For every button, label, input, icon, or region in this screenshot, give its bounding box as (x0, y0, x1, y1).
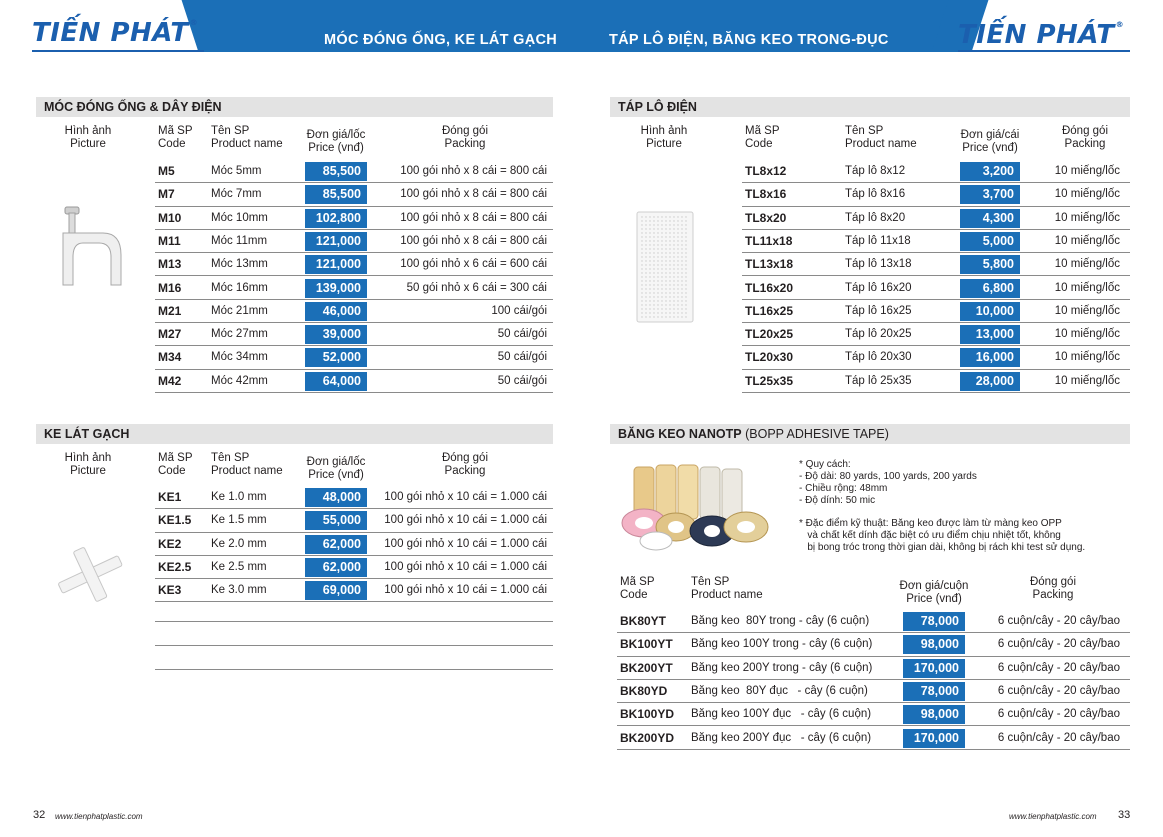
col-price: Đơn giá/cái Price (vnđ) (960, 129, 1020, 154)
packing-cell: 100 gói nhỏ x 10 cái = 1.000 cái (384, 584, 547, 597)
panel-board-image (636, 211, 694, 323)
packing-cell: 6 cuộn/cây - 20 cây/bao (997, 684, 1120, 697)
col-name: Tên SP Product name (845, 125, 917, 150)
table-row (155, 509, 553, 532)
product-name: Băng keo 100Y đục - cây (6 cuộn) (691, 708, 872, 721)
price-cell: 52,000 (305, 348, 367, 367)
packing-cell: 50 cái/gói (497, 351, 547, 364)
product-code: BK200YD (620, 730, 675, 745)
product-name: Móc 13mm (211, 258, 268, 271)
col-code: Mã SP Code (158, 125, 193, 150)
table-divider (155, 645, 553, 646)
header-title-right: TÁP LÔ ĐIỆN, BĂNG KEO TRONG-ĐỤC (609, 32, 889, 48)
packing-cell: 10 miếng/lốc (1054, 211, 1120, 224)
product-name: Táp lô 16x25 (845, 304, 912, 317)
price-cell: 170,000 (903, 659, 965, 678)
packing-cell: 100 gói nhỏ x 8 cái = 800 cái (400, 165, 547, 177)
product-name: Móc 16mm (211, 281, 268, 294)
product-code: M13 (158, 257, 182, 272)
col-picture: Hình ảnh Picture (64, 452, 112, 477)
table-row (742, 253, 1130, 276)
product-code: TL13x18 (745, 257, 794, 272)
table-row (155, 230, 553, 253)
table-row (617, 633, 1130, 656)
product-code: KE1 (158, 490, 182, 504)
tape-feature-notes: * Đặc điểm kỹ thuật: Băng keo được làm từ màng keo OPP và chất kết dính đặc biệt có ưu điểm chịu nhiệt tốt, không bị bong tróc trong thời gian dài, không bị rách khi test sử dụng. (799, 518, 1086, 553)
table-row (155, 160, 553, 183)
product-code: BK80YT (620, 614, 667, 628)
product-code: KE1.5 (158, 513, 192, 528)
table-row (155, 370, 553, 393)
packing-cell: 100 gói nhỏ x 10 cái = 1.000 cái (384, 560, 547, 573)
packing-cell: 10 miếng/lốc (1054, 188, 1120, 201)
product-name: Móc 10mm (211, 211, 268, 224)
table-row (155, 253, 553, 276)
product-name: Băng keo 100Y trong - cây (6 cuộn) (691, 638, 873, 651)
table-row (155, 533, 553, 556)
product-code: M7 (158, 187, 175, 202)
table-row (742, 160, 1130, 183)
table-row (742, 346, 1130, 369)
table-row (742, 370, 1130, 393)
table-row (155, 486, 553, 509)
product-code: BK100YD (620, 707, 675, 722)
packing-cell: 10 miếng/lốc (1054, 258, 1120, 271)
packing-cell: 6 cuộn/cây - 20 cây/bao (997, 731, 1120, 744)
product-name: Ke 1.0 mm (211, 491, 267, 503)
packing-cell: 50 cái/gói (497, 328, 547, 341)
price-cell: 62,000 (305, 535, 367, 554)
price-cell: 78,000 (903, 612, 965, 631)
col-price: Đơn giá/lốc Price (vnđ) (306, 456, 366, 481)
product-code: TL8x12 (745, 164, 787, 178)
price-cell: 98,000 (903, 635, 965, 654)
packing-cell: 100 gói nhỏ x 8 cái = 800 cái (400, 188, 547, 201)
brand-logo-left: TIẾN PHÁT® (32, 18, 199, 48)
page-number-left: 32 (33, 809, 46, 821)
price-cell: 69,000 (305, 581, 367, 600)
table-row (155, 300, 553, 323)
tape-spec-notes: * Quy cách: - Độ dài: 80 yards, 100 yards, 200 yards - Chiều rộng: 48mm - Độ dính: 50 mic (799, 459, 977, 506)
table-row (155, 277, 553, 300)
table-divider (155, 669, 553, 670)
price-cell: 6,800 (960, 279, 1020, 298)
table-row (155, 346, 553, 369)
col-price: Đơn giá/lốc Price (vnđ) (306, 129, 366, 154)
footer-url-left[interactable]: www.tienphatplastic.com (55, 812, 143, 821)
packing-cell: 10 miếng/lốc (1054, 374, 1120, 387)
packing-cell: 6 cuộn/cây - 20 cây/bao (997, 615, 1120, 627)
price-cell: 10,000 (960, 302, 1020, 321)
product-code: M11 (158, 233, 181, 248)
product-code: BK200YT (620, 660, 673, 675)
price-cell: 4,300 (960, 209, 1020, 228)
table-row (742, 183, 1130, 206)
col-picture: Hình ảnh Picture (640, 125, 688, 150)
col-packing: Đóng gói Packing (1029, 576, 1077, 601)
product-code: TL20x25 (745, 327, 794, 342)
table-row (155, 579, 553, 602)
table-row (617, 610, 1130, 633)
product-name: Móc 42mm (211, 374, 268, 387)
product-name: Táp lô 25x35 (845, 374, 912, 387)
section-taplo-title: TÁP LÔ ĐIỆN (610, 97, 1130, 117)
price-cell: 5,000 (960, 232, 1020, 251)
packing-cell: 10 miếng/lốc (1054, 281, 1120, 294)
table-row (617, 703, 1130, 726)
price-cell: 16,000 (960, 348, 1020, 367)
product-code: M21 (158, 303, 182, 318)
brand-underline (958, 50, 1130, 52)
product-name: Ke 3.0 mm (211, 584, 267, 597)
col-code: Mã SP Code (620, 576, 655, 601)
product-code: KE3 (158, 583, 182, 598)
price-cell: 5,800 (960, 255, 1020, 274)
product-name: Táp lô 16x20 (845, 281, 912, 294)
product-name: Móc 34mm (211, 351, 268, 364)
tape-rolls-image (620, 461, 775, 553)
table-row (155, 183, 553, 206)
product-code: M16 (158, 280, 182, 295)
header-title-left: MÓC ĐÓNG ỐNG, KE LÁT GẠCH (324, 32, 558, 48)
product-name: Ke 2.5 mm (211, 560, 267, 573)
product-name: Táp lô 8x20 (845, 211, 906, 224)
product-name: Táp lô 13x18 (845, 258, 912, 271)
packing-cell: 100 gói nhỏ x 8 cái = 800 cái (400, 234, 547, 247)
packing-cell: 10 miếng/lốc (1054, 328, 1120, 341)
col-packing: Đóng gói Packing (441, 452, 489, 477)
col-packing: Đóng gói Packing (1061, 125, 1109, 150)
table-row (742, 277, 1130, 300)
section-moc-title: MÓC ĐÓNG ỐNG & DÂY ĐIỆN (36, 97, 553, 117)
product-name: Băng keo 200Y đục - cây (6 cuộn) (691, 731, 872, 744)
product-code: M5 (158, 164, 175, 178)
packing-cell: 100 gói nhỏ x 10 cái = 1.000 cái (384, 537, 547, 550)
price-cell: 85,500 (305, 162, 367, 181)
product-code: KE2 (158, 536, 182, 551)
price-cell: 85,500 (305, 185, 367, 204)
price-cell: 3,200 (960, 162, 1020, 181)
col-code: Mã SP Code (158, 452, 193, 477)
packing-cell: 100 gói nhỏ x 10 cái = 1.000 cái (384, 514, 547, 527)
table-row (155, 207, 553, 230)
product-name: Táp lô 11x18 (845, 234, 911, 247)
product-code: TL16x20 (745, 280, 794, 295)
product-name: Băng keo 200Y trong - cây (6 cuộn) (691, 661, 873, 674)
tile-spacer-image (55, 547, 125, 602)
packing-cell: 6 cuộn/cây - 20 cây/bao (997, 638, 1120, 651)
packing-cell: 100 cái/gói (491, 304, 547, 317)
col-name: Tên SP Product name (211, 452, 283, 477)
table-row (617, 727, 1130, 750)
price-cell: 48,000 (305, 488, 367, 507)
footer-url-right[interactable]: www.tienphatplastic.com (1009, 812, 1097, 821)
product-name: Táp lô 8x16 (845, 188, 906, 201)
col-picture: Hình ảnh Picture (64, 125, 112, 150)
price-cell: 64,000 (305, 372, 367, 391)
product-code: TL16x25 (745, 303, 794, 318)
price-cell: 3,700 (960, 185, 1020, 204)
price-cell: 170,000 (903, 729, 965, 748)
table-divider (155, 621, 553, 622)
col-code: Mã SP Code (745, 125, 780, 150)
brand-underline (32, 50, 204, 52)
col-name: Tên SP Product name (691, 576, 763, 601)
product-code: TL8x20 (745, 210, 787, 225)
packing-cell: 100 gói nhỏ x 6 cái = 600 cái (400, 258, 547, 271)
product-name: Ke 1.5 mm (211, 514, 267, 527)
packing-cell: 10 miếng/lốc (1054, 304, 1120, 317)
col-price: Đơn giá/cuộn Price (vnđ) (899, 580, 969, 605)
price-cell: 39,000 (305, 325, 367, 344)
product-name: Táp lô 20x30 (845, 351, 912, 364)
price-cell: 139,000 (305, 279, 367, 298)
table-row (742, 323, 1130, 346)
packing-cell: 10 miếng/lốc (1054, 351, 1120, 364)
product-code: TL8x16 (745, 187, 787, 202)
packing-cell: 6 cuộn/cây - 20 cây/bao (997, 661, 1120, 674)
nail-clip-image (55, 205, 130, 290)
product-code: BK100YT (620, 637, 673, 652)
price-cell: 102,800 (305, 209, 367, 228)
table-row (742, 300, 1130, 323)
product-code: M27 (158, 327, 182, 342)
table-row (617, 680, 1130, 703)
price-cell: 121,000 (305, 232, 367, 251)
price-cell: 46,000 (305, 302, 367, 321)
packing-cell: 100 gói nhỏ x 8 cái = 800 cái (400, 211, 547, 224)
product-code: TL11x18 (745, 233, 793, 248)
product-code: M10 (158, 210, 182, 225)
product-name: Táp lô 20x25 (845, 328, 912, 341)
price-cell: 121,000 (305, 255, 367, 274)
product-name: Băng keo 80Y trong - cây (6 cuộn) (691, 615, 870, 627)
price-cell: 78,000 (903, 682, 965, 701)
product-code: KE2.5 (158, 559, 192, 574)
section-bangkeo-title: BĂNG KEO NANOTP (BOPP ADHESIVE TAPE) (610, 424, 1130, 444)
product-code: BK80YD (620, 683, 668, 698)
packing-cell: 100 gói nhỏ x 10 cái = 1.000 cái (384, 491, 547, 503)
table-row (742, 230, 1130, 253)
page-number-right: 33 (1118, 809, 1131, 821)
table-row (155, 323, 553, 346)
table-row (155, 556, 553, 579)
packing-cell: 6 cuộn/cây - 20 cây/bao (997, 708, 1120, 721)
price-cell: 28,000 (960, 372, 1020, 391)
price-cell: 55,000 (305, 511, 367, 530)
product-name: Móc 5mm (211, 165, 262, 177)
product-name: Móc 21mm (211, 304, 268, 317)
price-cell: 62,000 (305, 558, 367, 577)
packing-cell: 50 gói nhỏ x 6 cái = 300 cái (406, 281, 547, 294)
product-code: TL25x35 (745, 373, 794, 388)
packing-cell: 10 miếng/lốc (1054, 234, 1120, 247)
price-cell: 98,000 (903, 705, 965, 724)
table-row (742, 207, 1130, 230)
product-name: Móc 11mm (211, 234, 268, 247)
section-ke-title: KE LÁT GẠCH (36, 424, 553, 444)
product-name: Băng keo 80Y đục - cây (6 cuộn) (691, 684, 868, 697)
col-packing: Đóng gói Packing (441, 125, 489, 150)
table-row (617, 657, 1130, 680)
price-cell: 13,000 (960, 325, 1020, 344)
product-name: Ke 2.0 mm (211, 537, 267, 550)
product-name: Táp lô 8x12 (845, 165, 906, 177)
brand-logo-right: TIẾN PHÁT® (958, 20, 1125, 50)
product-name: Móc 7mm (211, 188, 262, 201)
packing-cell: 10 miếng/lốc (1054, 165, 1120, 177)
product-code: TL20x30 (745, 350, 794, 365)
packing-cell: 50 cái/gói (497, 374, 547, 387)
product-code: M34 (158, 350, 182, 365)
product-code: M42 (158, 373, 182, 388)
col-name: Tên SP Product name (211, 125, 283, 150)
product-name: Móc 27mm (211, 328, 268, 341)
